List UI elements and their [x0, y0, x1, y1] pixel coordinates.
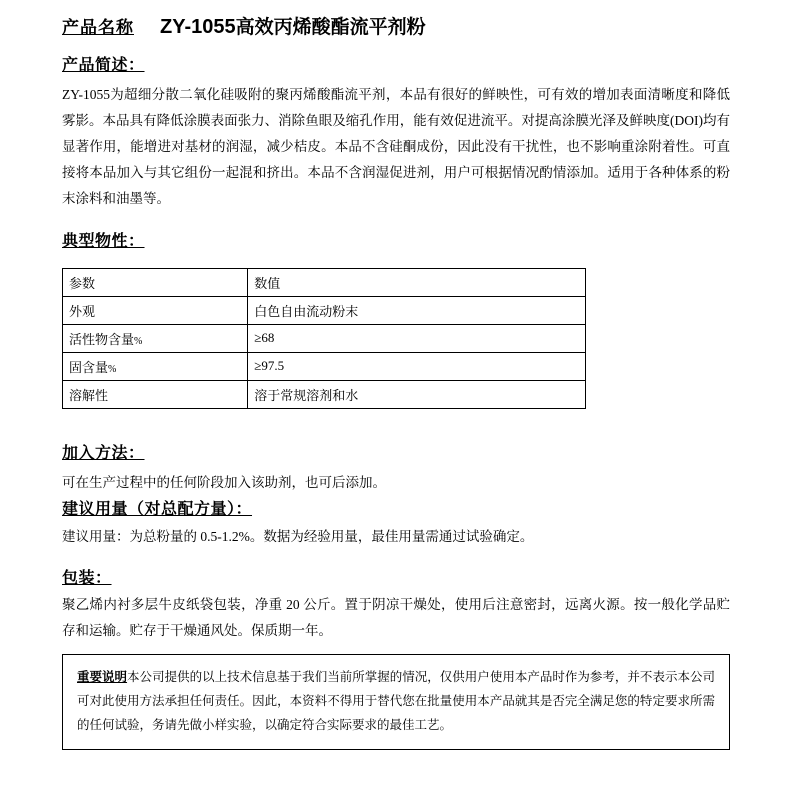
section-body-add-method: 可在生产过程中的任何阶段加入该助剂，也可后添加。 — [62, 475, 386, 490]
section-heading-intro: 产品简述： — [62, 57, 145, 74]
table-cell-name: 外观 — [63, 297, 248, 325]
table-row — [63, 297, 586, 325]
product-name: 高效丙烯酸酯流平剂粉 — [235, 17, 426, 38]
properties-table — [62, 268, 586, 409]
table-cell-value: ≥68 — [248, 325, 586, 353]
section-heading-dosage: 建议用量（对总配方量）： — [62, 501, 253, 518]
table-cell-name: 固含量% — [63, 353, 248, 381]
table-row — [63, 353, 586, 381]
table-cell-value: 白色自由流动粉末 — [248, 297, 586, 325]
table-cell-value: ≥97.5 — [248, 353, 586, 381]
important-notice-box — [62, 654, 730, 750]
section-heading-packaging: 包装： — [62, 570, 112, 587]
section-body-packaging: 聚乙烯内衬多层牛皮纸袋包装，净重 20 公斤。置于阴凉干燥处，使用后注意密封，远离火源。按一般化学品贮存和运输。贮存于干燥通风处。保质期一年。 — [62, 597, 730, 638]
table-header-value: 数值 — [248, 269, 586, 297]
table-cell-name: 活性物含量% — [63, 325, 248, 353]
table-cell-name: 溶解性 — [63, 381, 248, 409]
product-title-text — [160, 12, 426, 39]
important-notice-text — [77, 665, 715, 737]
table-header-parameter: 参数 — [63, 269, 248, 297]
table-row — [63, 325, 586, 353]
product-title-row — [62, 12, 426, 39]
table-cell-value: 溶于常规溶剂和水 — [248, 381, 586, 409]
section-body-dosage: 建议用量：为总粉量的 0.5-1.2%。数据为经验用量，最佳用量需通过试验确定。 — [62, 529, 534, 544]
section-body-intro: ZY-1055为超细分散二氧化硅吸附的聚丙烯酸酯流平剂，本品有很好的鲜映性，可有效的增加表面清晰度和降低雾影。本品具有降低涂膜表面张力、消除鱼眼及缩孔作用，能有效促进流平。对提高涂膜光泽及鲜映度(DOI)均有显著作用，能增进对基材的润湿，减少桔皮。本品不含硅酮成份，因此没有干扰性，也不影响重涂附着性。可直接将本品加入与其它组份一起混和挤出。本品不含润湿促进剂，用户可根据情况酌情添加。适用于各种体系的粉末涂料和油墨等。 — [62, 87, 730, 206]
table-row — [63, 381, 586, 409]
section-heading-properties: 典型物性： — [62, 233, 145, 250]
section-heading-add-method: 加入方法： — [62, 445, 145, 462]
product-code: ZY-1055 — [160, 16, 236, 38]
table-header-row — [63, 269, 586, 297]
important-notice-label: 重要说明 — [77, 670, 128, 684]
important-notice-body: 本公司提供的以上技术信息基于我们当前所掌握的情况，仅供用户使用本产品时作为参考，并不表示本公司可对此使用方法承担任何责任。因此，本资料不得用于替代您在批量使用本产品就其是否完全满足您的特定要求所需的任何试验，务请先做小样实验，以确定符合实际要求的最佳工艺。 — [77, 670, 715, 732]
product-name-label: 产品名称 — [62, 18, 134, 37]
